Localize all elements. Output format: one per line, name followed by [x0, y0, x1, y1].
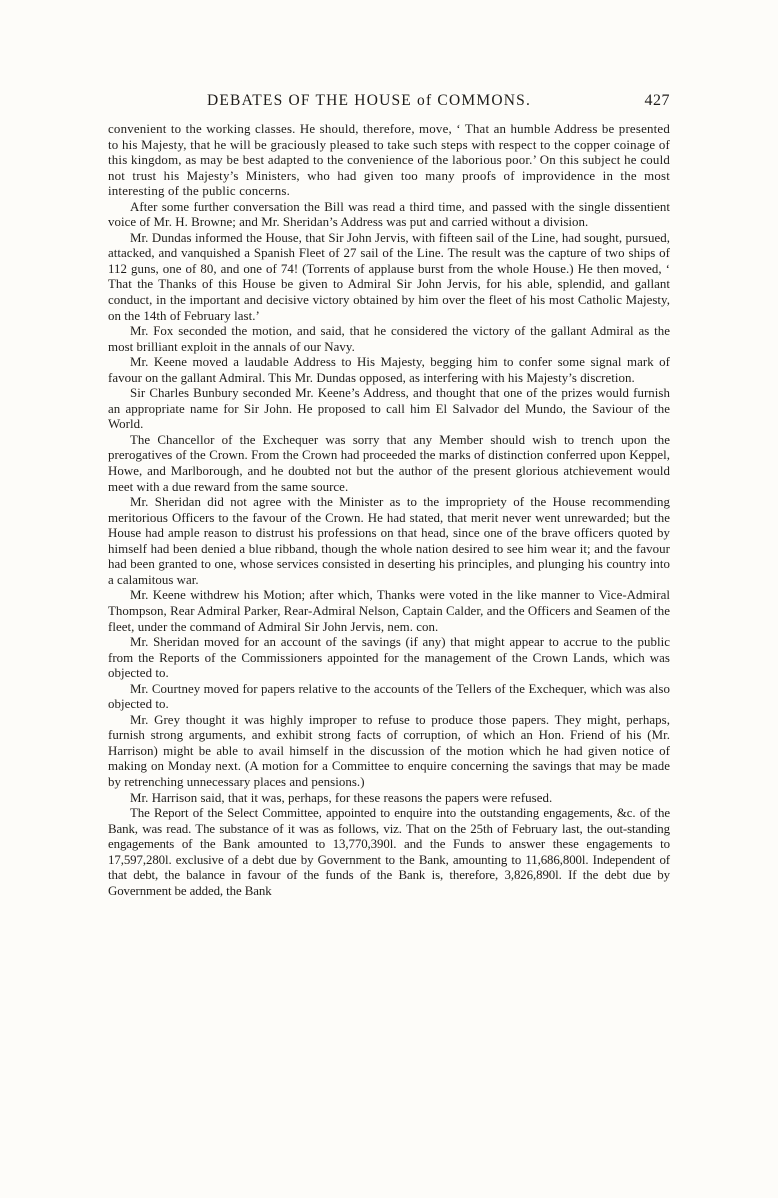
page-header: [108, 90, 670, 118]
body-text: [108, 122, 670, 899]
paragraph-chancellor: The Chancellor of the Exchequer was sorry that any Member should wish to trench upon the prerogatives of the Crown. From the Crown had proceeded the marks of distinction conferred upon Keppel, Howe, and Marlborough, and he doubted not but the author of the present glorious atchievement would meet with a due reward from the same source.: [108, 432, 670, 494]
paragraph-fox-seconded: Mr. Fox seconded the motion, and said, that he considered the victory of the gallant Admiral as the most brilliant exploit in the annals of our Navy.: [108, 324, 670, 354]
paragraph-grey: Mr. Grey thought it was highly improper to refuse to produce those papers. They might, perhaps, furnish strong arguments, and exhibit strong facts of corruption, of which an Hon. Friend of his (Mr. Harrison) might be able to avail himself in the discussion of the motion which he had given notice of making on Monday next. (A motion for a Committee to enquire concerning the savings that may be made by retrenching unnecessary places and pensions.): [108, 712, 670, 789]
paragraph-copper-coinage: convenient to the working classes. He should, therefore, move, ‘ That an humble Address be presented to his Majesty, that he will be graciously pleased to take such steps with respect to the copper coinage of this kingdom, as may be best adapted to the convenience of the laborious poor.’ On this subject he could not trust his Majesty’s Ministers, who had given too many proofs of improvidence in the most interesting of the public concerns.: [108, 122, 670, 199]
running-head: DEBATES OF THE HOUSE of COMMONS.: [206, 92, 532, 109]
paragraph-sheridan-reply: Mr. Sheridan did not agree with the Minister as to the impropriety of the House recommending meritorious Officers to the favour of the Crown. He had stated, that merit never went unrewarded; but the House had ample reason to distrust his professions on that head, since one of the brave officers quoted by himself had been denied a blue ribband, though the whole nation desired to see him wear it; and the favour had been granted to one, whose services consisted in deserting his principles, and plunging his country into a calamitous war.: [108, 495, 670, 587]
paragraph-harrison: Mr. Harrison said, that it was, perhaps, for these reasons the papers were refused.: [130, 790, 553, 805]
page-number: 427: [644, 92, 670, 109]
paragraph-bunbury: Sir Charles Bunbury seconded Mr. Keene’s Address, and thought that one of the prizes would furnish an appropriate name for Sir John. He proposed to call him El Salvador del Mundo, the Saviour of the World.: [108, 386, 670, 432]
paragraph-keene-address: Mr. Keene moved a laudable Address to His Majesty, begging him to confer some signal mark of favour on the gallant Admiral. This Mr. Dundas opposed, as interfering with his Majesty’s discretion.: [108, 355, 670, 385]
paragraph-dundas-jervis-victory: Mr. Dundas informed the House, that Sir John Jervis, with fifteen sail of the Line, had sought, pursued, attacked, and vanquished a Spanish Fleet of 27 sail of the Line. The result was the capture of two ships of 112 guns, one of 80, and one of 74! (Torrents of applause burst from the whole House.) He then moved, ‘ That the Thanks of this House be given to Admiral Sir John Jervis, for his able, splendid, and gallant conduct, in the important and decisive victory obtained by him over the fleet of his most Catholic Majesty, on the 14th of February last.’: [108, 230, 670, 323]
paragraph-crown-lands: Mr. Sheridan moved for an account of the savings (if any) that might appear to accrue to the public from the Reports of the Commissioners appointed for the management of the Crown Lands, which was objected to.: [108, 635, 670, 681]
paragraph-thanks-voted: Mr. Keene withdrew his Motion; after which, Thanks were voted in the like manner to Vice-Admiral Thompson, Rear Admiral Parker, Rear-Admiral Nelson, Captain Calder, and the Officers and Seamen of the fleet, under the command of Admiral Sir John Jervis, nem. con.: [108, 588, 671, 634]
paragraph-courtney: Mr. Courtney moved for papers relative to the accounts of the Tellers of the Exchequer, which was also objected to.: [108, 681, 670, 712]
paragraph-bill-passed: After some further conversation the Bill was read a third time, and passed with the single dissentient voice of Mr. H. Browne; and Mr. Sheridan’s Address was put and carried without a division.: [108, 199, 670, 230]
paragraph-bank-report: The Report of the Select Committee, appointed to enquire into the outstanding engagements, &c. of the Bank, was read. The substance of it was as follows, viz. That on the 25th of February last, the out-standing engagements of the Bank amounted to 13,770,390l. and the Funds to answer these engagements to 17,597,280l. exclusive of a debt due by Government to the Bank, amounting to 11,686,800l. Independent of that debt, the balance in favour of the funds of the Bank is, therefore, 3,826,890l. If the debt due by Government be added, the Bank: [108, 806, 670, 898]
